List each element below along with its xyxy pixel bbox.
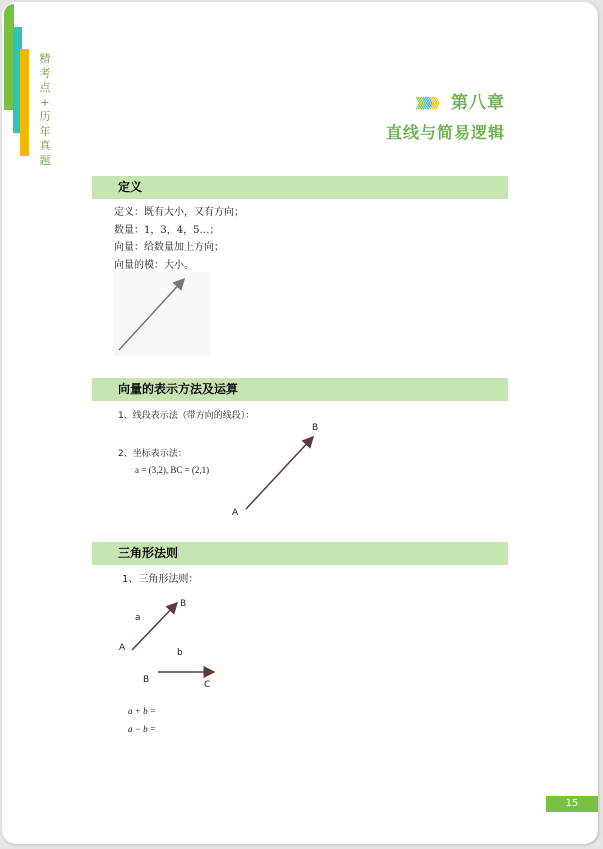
- section-title: 定义: [118, 180, 143, 194]
- text-line: 1、线段表示法（带方向的线段）：: [118, 411, 255, 421]
- text-line: 向量：给数量加上方向；: [114, 242, 224, 253]
- vt-char: 历: [39, 110, 51, 123]
- vector-arrow: [119, 279, 184, 350]
- vt-char: 考: [39, 66, 51, 80]
- vector-ab-arrow: [246, 437, 313, 509]
- chapter-number: 第八章: [451, 93, 505, 113]
- vt-char: 题: [39, 153, 51, 167]
- text-line: 数量：1，3，4，5…；: [114, 225, 220, 236]
- vt-char: 点: [39, 81, 51, 94]
- text-line: 向量的模：大小。: [114, 260, 194, 271]
- chapter-title: 直线与简易逻辑: [385, 123, 505, 142]
- point-label: B: [312, 423, 319, 433]
- point-label: B: [180, 599, 187, 609]
- text-line: 1、三角形法则：: [122, 574, 199, 585]
- vt-char: 年: [39, 124, 51, 138]
- vector-label: a: [135, 613, 141, 623]
- point-label: A: [232, 508, 239, 518]
- point-label: C: [204, 680, 211, 690]
- page-number: 15: [546, 796, 598, 812]
- text-line: 定义：既有大小，又有方向；: [114, 207, 244, 218]
- vt-char: 精: [39, 52, 51, 65]
- vt-char: +: [40, 95, 50, 109]
- point-label: A: [119, 643, 126, 653]
- point-label: B: [143, 675, 150, 685]
- formula: a + b =: [128, 706, 156, 716]
- vt-char: 真: [39, 139, 51, 152]
- vector-a-arrow: [132, 603, 177, 650]
- section-title: 三角形法则: [118, 546, 179, 560]
- formula: a − b =: [128, 724, 156, 734]
- formula: a = (3,2), BC = (2,1): [135, 465, 210, 475]
- text-line: 2、坐标表示法：: [118, 449, 187, 459]
- vector-label: b: [177, 648, 183, 658]
- chevron-icons: 》》》》》》: [415, 97, 443, 112]
- section-title: 向量的表示方法及运算: [118, 382, 239, 396]
